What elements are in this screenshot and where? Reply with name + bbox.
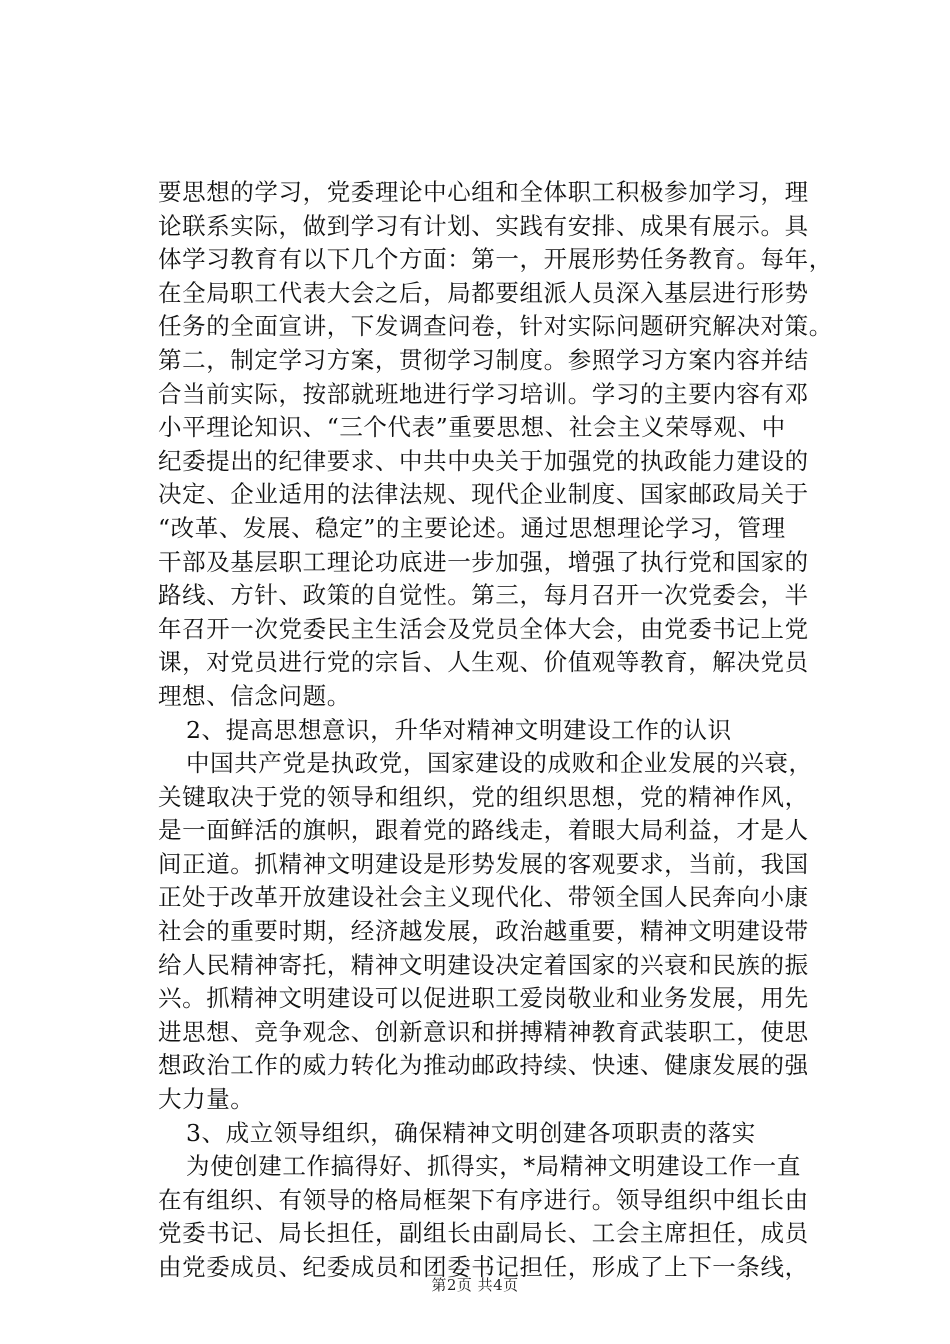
text-line: 正处于改革开放建设社会主义现代化、带领全国人民奔向小康 [158, 883, 809, 912]
text-line: 年召开一次党委民主生活会及党员全体大会，由党委书记上党 [158, 614, 809, 643]
text-line: 在全局职工代表大会之后，局都要组派人员深入基层进行形势 [158, 278, 809, 307]
text-line: “改革、发展、稳定”的主要论述。通过思想理论学习，管理 [158, 513, 786, 542]
text-line: 任务的全面宣讲，下发调查问卷，针对实际问题研究解决对策。 [158, 312, 833, 341]
text-line: 纪委提出的纪律要求、中共中央关于加强党的执政能力建设的 [158, 446, 809, 475]
text-line: 大力量。 [158, 1085, 255, 1114]
text-line: 合当前实际，按部就班地进行学习培训。学习的主要内容有邓 [158, 379, 809, 408]
section-heading: 2、提高思想意识，升华对精神文明建设工作的认识 [186, 715, 732, 744]
section-heading: 3、成立领导组织，确保精神文明创建各项职责的落实 [186, 1118, 756, 1147]
document-body [158, 176, 858, 1285]
text-line: 兴。抓精神文明建设可以促进职工爱岗敬业和业务发展，用先 [158, 984, 809, 1013]
text-line: 第二，制定学习方案，贯彻学习制度。参照学习方案内容并结 [158, 345, 809, 374]
text-line: 干部及基层职工理论功底进一步加强，增强了执行党和国家的 [158, 547, 809, 576]
text-line: 课，对党员进行党的宗旨、人生观、价值观等教育，解决党员 [158, 648, 809, 677]
paragraph-first-line: 为使创建工作搞得好、抓得实，*局精神文明建设工作一直 [186, 1152, 801, 1181]
text-line: 进思想、竞争观念、创新意识和拼搏精神教育武装职工，使思 [158, 1017, 809, 1046]
text-line: 间正道。抓精神文明建设是形势发展的客观要求，当前，我国 [158, 849, 809, 878]
text-line: 路线、方针、政策的自觉性。第三，每月召开一次党委会，半 [158, 581, 809, 610]
text-line: 党委书记、局长担任，副组长由副局长、工会主席担任，成员 [158, 1219, 809, 1248]
text-line: 体学习教育有以下几个方面：第一，开展形势任务教育。每年， [158, 245, 833, 274]
text-line: 在有组织、有领导的格局框架下有序进行。领导组织中组长由 [158, 1185, 809, 1214]
text-line: 给人民精神寄托，精神文明建设决定着国家的兴衰和民族的振 [158, 950, 809, 979]
text-line: 由党委成员、纪委成员和团委书记担任，形成了上下一条线， [158, 1253, 809, 1281]
text-line: 论联系实际，做到学习有计划、实践有安排、成果有展示。具 [158, 211, 809, 240]
paragraph-first-line: 中国共产党是执政党，国家建设的成败和企业发展的兴衰， [186, 749, 813, 778]
text-line: 决定、企业适用的法律法规、现代企业制度、国家邮政局关于 [158, 480, 809, 509]
text-line: 是一面鲜活的旗帜，跟着党的路线走，着眼大局利益，才是人 [158, 816, 809, 845]
text-line: 要思想的学习，党委理论中心组和全体职工积极参加学习，理 [158, 178, 809, 206]
text-line: 想政治工作的威力转化为推动邮政持续、快速、健康发展的强 [158, 1051, 809, 1080]
text-line: 社会的重要时期，经济越发展，政治越重要，精神文明建设带 [158, 917, 809, 946]
page-number-footer: 第2页 共4页 [431, 1276, 519, 1294]
text-line: 小平理论知识、“三个代表”重要思想、社会主义荣辱观、中 [158, 413, 786, 442]
text-line: 理想、信念问题。 [158, 681, 351, 710]
text-line: 关键取决于党的领导和组织，党的组织思想，党的精神作风， [158, 782, 809, 811]
